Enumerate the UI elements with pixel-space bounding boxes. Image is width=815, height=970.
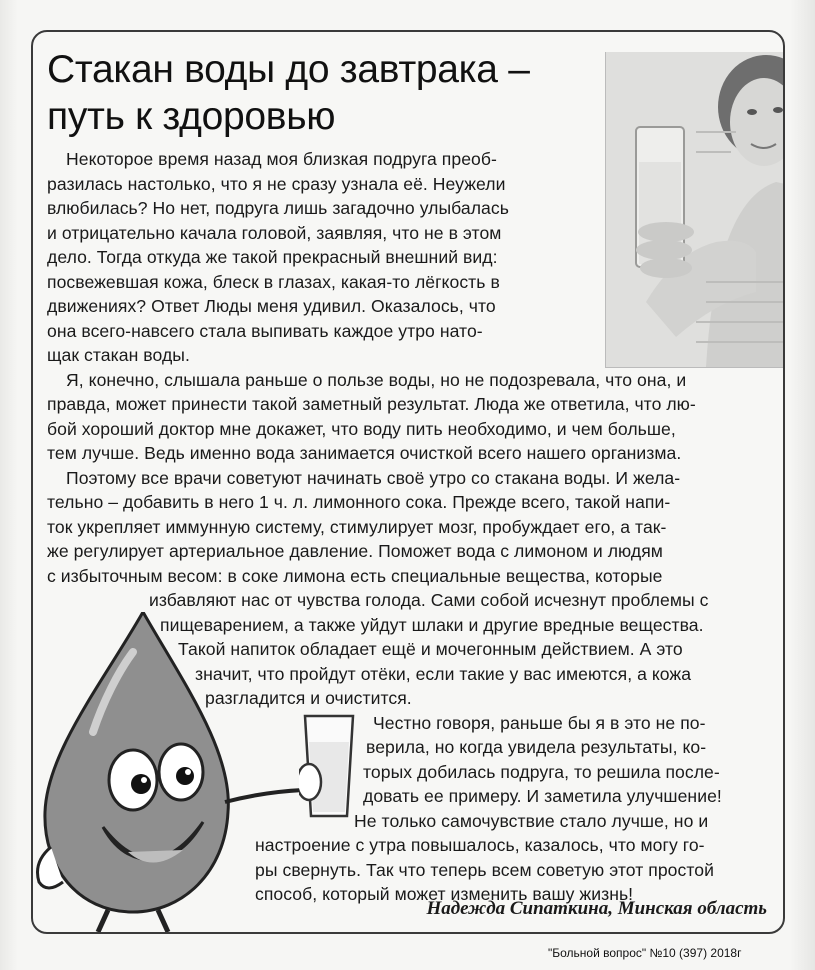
article-line: она всего-навсего стала выпивать каждое утро нато-	[47, 321, 483, 341]
author-signature: Надежда Сипаткина, Минская область	[426, 898, 767, 919]
article-line: влюбилась? Но нет, подруга лишь загадочно улыбалась	[47, 198, 509, 218]
article-line: посвежевшая кожа, блеск в глазах, какая-то лёгкость в	[47, 272, 500, 292]
article-line: Такой напиток обладает ещё и мочегонным действием. А это	[178, 639, 683, 659]
article-line: щак стакан воды.	[47, 345, 190, 365]
article-line: способ, который может изменить вашу жизнь!	[255, 884, 634, 904]
article-line: избавляют нас от чувства голода. Сами собой исчезнут проблемы с	[149, 590, 709, 610]
article-line: ток укрепляет иммунную систему, стимулирует мозг, пробуждает его, а так-	[47, 517, 667, 537]
article-line: Я, конечно, слышала раньше о пользе воды, но не подозревала, что она, и	[66, 370, 687, 390]
article-line: бой хороший доктор мне докажет, что воду пить необходимо, и чем больше,	[47, 419, 676, 439]
article-line: торых добилась подруга, то решила после-	[363, 762, 720, 782]
article-title	[47, 46, 607, 140]
article-line: разилась настолько, что я не сразу узнала её. Неужели	[47, 174, 506, 194]
article-line: движениях? Ответ Люды меня удивил. Оказалось, что	[47, 296, 496, 316]
article-line: дело. Тогда откуда же такой прекрасный внешний вид:	[47, 247, 498, 267]
article-line: тем лучше. Ведь именно вода занимается очисткой всего нашего организма.	[47, 443, 682, 463]
article-line: верила, но когда увидела результаты, ко-	[366, 737, 707, 757]
article-line: правда, может принести такой заметный результат. Люда же ответила, что лю-	[47, 394, 696, 414]
article-line: Не только самочувствие стало лучше, но и	[354, 811, 709, 831]
article-line: тельно – добавить в него 1 ч. л. лимонного сока. Прежде всего, такой напи-	[47, 492, 671, 512]
article-line: значит, что пройдут отёки, если такие у вас имеются, а кожа	[195, 664, 692, 684]
article-line: и отрицательно качала головой, заявляя, что не в этом	[47, 223, 502, 243]
article-line: настроение с утра повышалось, казалось, что могу го-	[255, 835, 705, 855]
article-line: пищеварением, а также уйдут шлаки и другие вредные вещества.	[160, 615, 704, 635]
article-line: ры свернуть. Так что теперь всем советую этот простой	[255, 860, 714, 880]
article-line: разгладится и очистится.	[205, 688, 412, 708]
article-line: же регулирует артериальное давление. Поможет вода с лимоном и людям	[47, 541, 663, 561]
glass-of-water-icon	[299, 712, 359, 827]
article-line: Некоторое время назад моя близкая подруга преоб-	[66, 149, 497, 169]
article-title-line-2: путь к здоровью	[47, 95, 336, 138]
article-line: Поэтому все врачи советуют начинать своё утро со стакана воды. И жела-	[66, 468, 681, 488]
article-line: Честно говоря, раньше бы я в это не по-	[373, 713, 706, 733]
article-line: довать ее примеру. И заметила улучшение!	[363, 786, 722, 806]
publication-credit: "Больной вопрос" №10 (397) 2018г	[548, 946, 742, 960]
article-line: с избыточным весом: в соке лимона есть специальные вещества, которые	[47, 566, 663, 586]
water-drop-mascot	[33, 612, 313, 934]
article-frame	[31, 30, 785, 934]
article-title-line-1: Стакан воды до завтрака –	[47, 48, 530, 91]
woman-with-glass-photo	[605, 52, 785, 368]
